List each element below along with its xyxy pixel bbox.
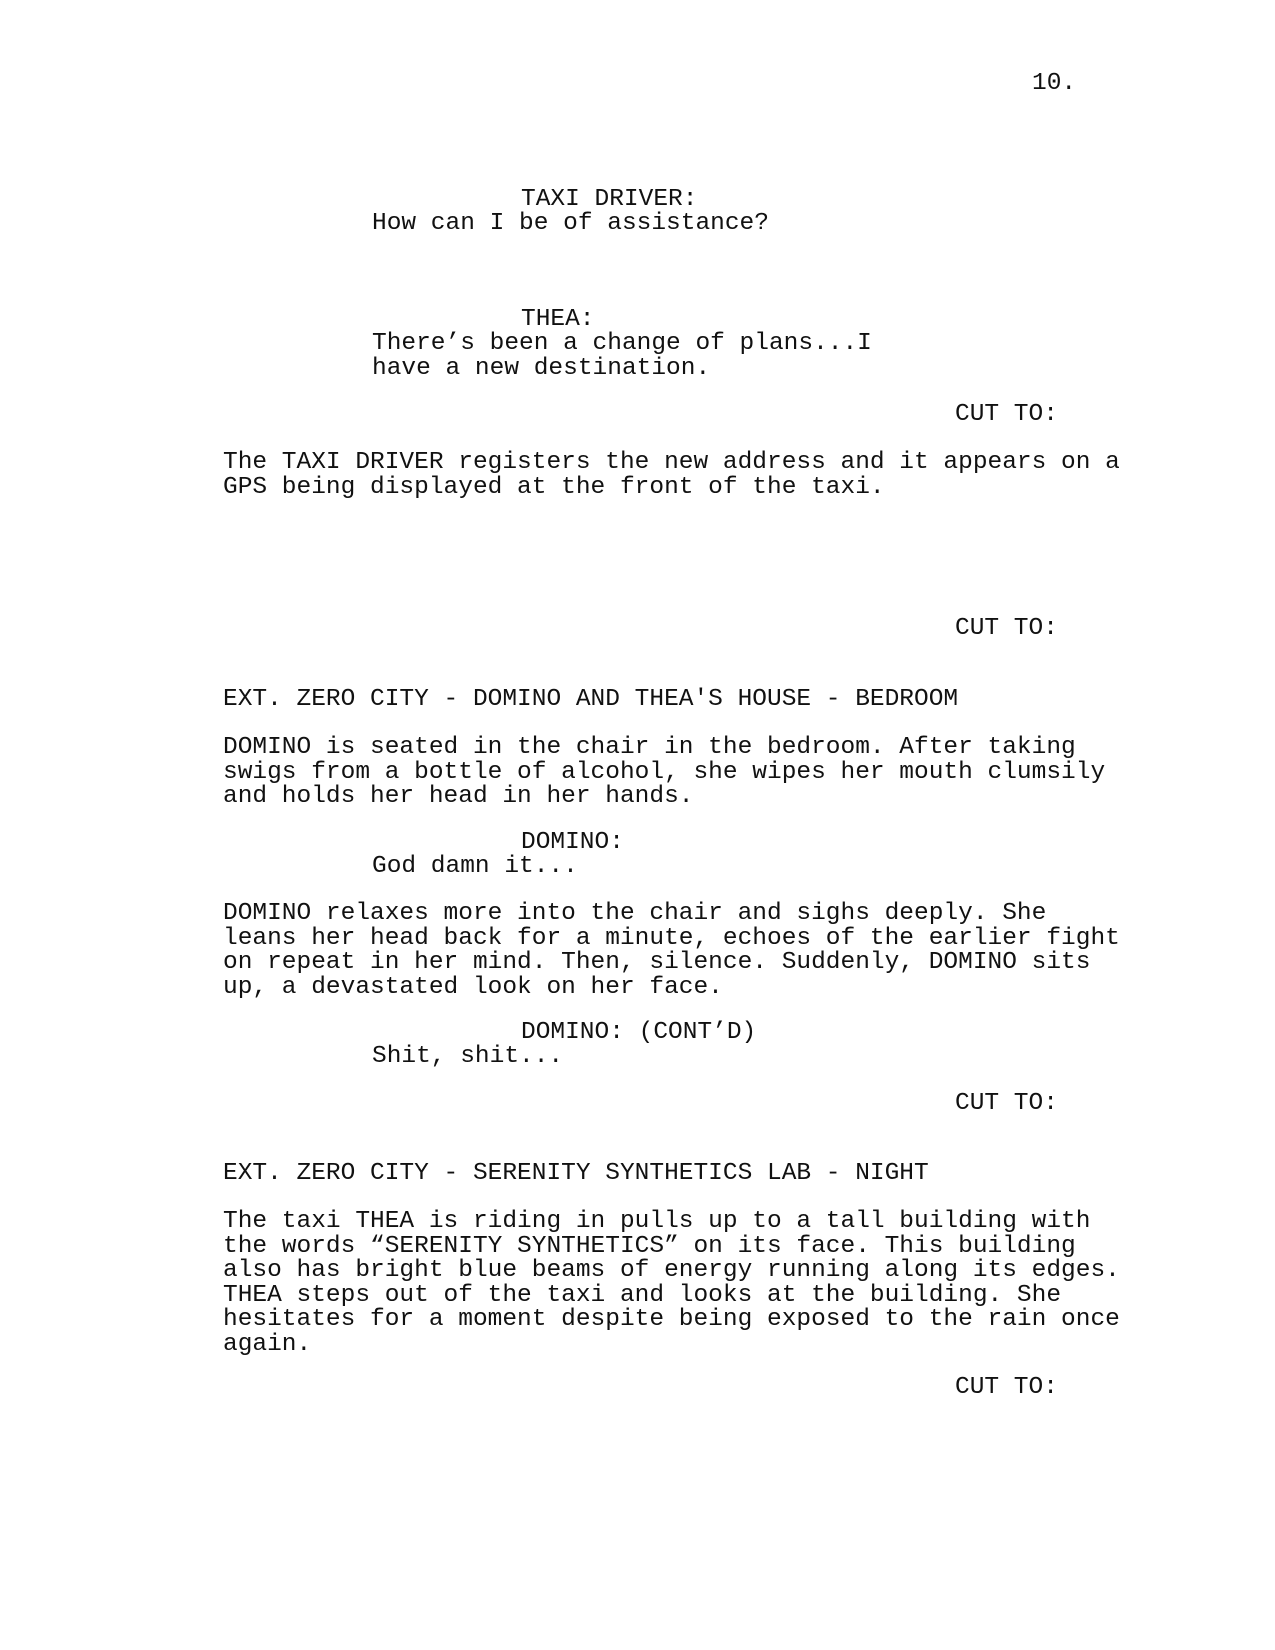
character-name-domino: DOMINO:	[521, 829, 624, 856]
character-name-thea: THEA:	[521, 306, 595, 333]
transition-cut-to: CUT TO:	[955, 401, 1058, 428]
action-domino-relaxes: DOMINO relaxes more into the chair and sighs deeply. She leans her head back for a minute, echoes of the earlier fight on repeat in her mind. Then, silence. Suddenly, DOMINO sits up, a devastated look on her face.	[223, 900, 1120, 1001]
transition-cut-to: CUT TO:	[955, 615, 1058, 642]
dialogue-taxi-driver: How can I be of assistance?	[372, 210, 769, 237]
character-name-domino-contd: DOMINO: (CONT’D)	[521, 1019, 757, 1046]
dialogue-domino-contd: Shit, shit...	[372, 1043, 564, 1070]
scene-heading-lab: EXT. ZERO CITY - SERENITY SYNTHETICS LAB - NIGHT	[223, 1160, 929, 1187]
dialogue-thea: There’s been a change of plans...I have a new destination.	[372, 330, 872, 382]
action-taxi-arrives: The taxi THEA is riding in pulls up to a tall building with the words “SERENITY SYNTHETICS” on its face. This building also has bright blue beams of energy running along its edges. THEA steps out of the taxi and looks at the building. She hesitates for a moment despite being exposed to the rain once again.	[223, 1208, 1120, 1358]
action-taxi-gps: The TAXI DRIVER registers the new address and it appears on a GPS being displayed at the front of the taxi.	[223, 449, 1120, 501]
action-domino-seated: DOMINO is seated in the chair in the bedroom. After taking swigs from a bottle of alcohol, she wipes her mouth clumsily and holds her head in her hands.	[223, 734, 1106, 810]
dialogue-domino: God damn it...	[372, 853, 578, 880]
scene-heading-bedroom: EXT. ZERO CITY - DOMINO AND THEA'S HOUSE - BEDROOM	[223, 686, 959, 713]
transition-cut-to: CUT TO:	[955, 1374, 1058, 1401]
page-number: 10.	[1032, 70, 1077, 97]
character-name-taxi-driver: TAXI DRIVER:	[521, 186, 698, 213]
transition-cut-to: CUT TO:	[955, 1090, 1058, 1117]
